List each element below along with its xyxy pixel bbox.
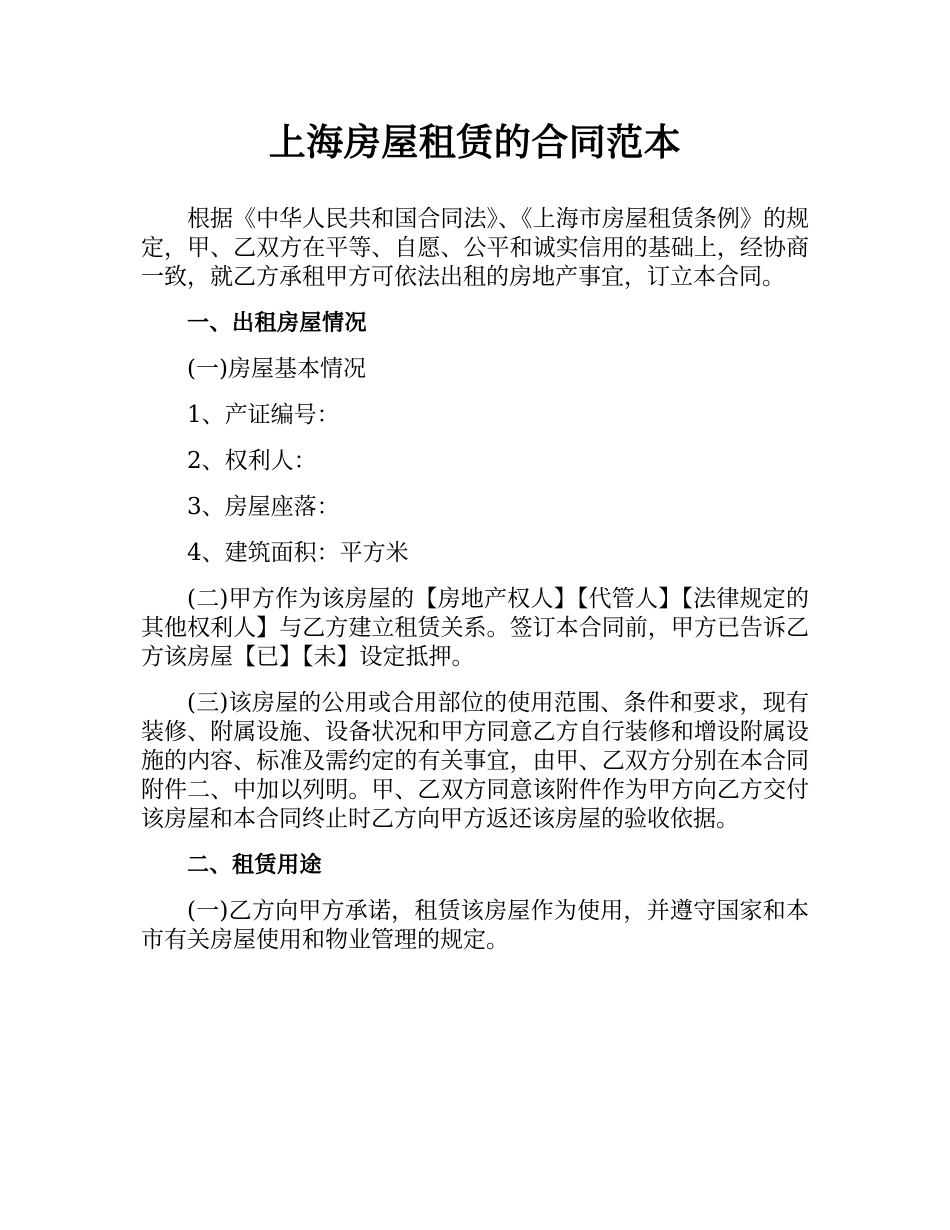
field-owner: 2、权利人： [187, 448, 317, 474]
paragraph-landlord-status: (二)甲方作为该房屋的【房地产权人】【代管人】【法律规定的其他权利人】与乙方建立租赁关系。签订本合同前，甲方已告诉乙方该房屋【已】【未】设定抵押。 [141, 586, 809, 670]
section-heading-rental-use: 二、租赁用途 [187, 853, 323, 878]
document-body [141, 205, 809, 972]
paragraph-shared-areas: (三)该房屋的公用或合用部位的使用范围、条件和要求，现有装修、附属设施、设备状况和甲方同意乙方自行装修和增设附属设施的内容、标准及需约定的有关事宜，由甲、乙双方分别在本合同附件二、中加以列明。甲、乙双方同意该附件作为甲方向乙方交付该房屋和本合同终止时乙方向甲方返还该房屋的验收依据。 [141, 690, 809, 832]
intro-paragraph: 根据《中华人民共和国合同法》、《上海市房屋租赁条例》的规定，甲、乙双方在平等、自愿、公平和诚实信用的基础上，经协商一致，就乙方承租甲方可依法出租的房地产事宜，订立本合同。 [141, 206, 809, 290]
field-location: 3、房屋座落： [187, 494, 340, 520]
subsection-basic-info: (一)房屋基本情况 [187, 356, 366, 382]
field-certificate-number: 1、产证编号： [187, 402, 340, 428]
field-floor-area: 4、建筑面积：平方米 [187, 540, 409, 566]
section-heading-rental-property: 一、出租房屋情况 [187, 311, 368, 336]
paragraph-tenant-promise: (一)乙方向甲方承诺，租赁该房屋作为使用，并遵守国家和本市有关房屋使用和物业管理的规定。 [141, 898, 809, 953]
document-title: 上海房屋租赁的合同范本 [268, 121, 682, 164]
